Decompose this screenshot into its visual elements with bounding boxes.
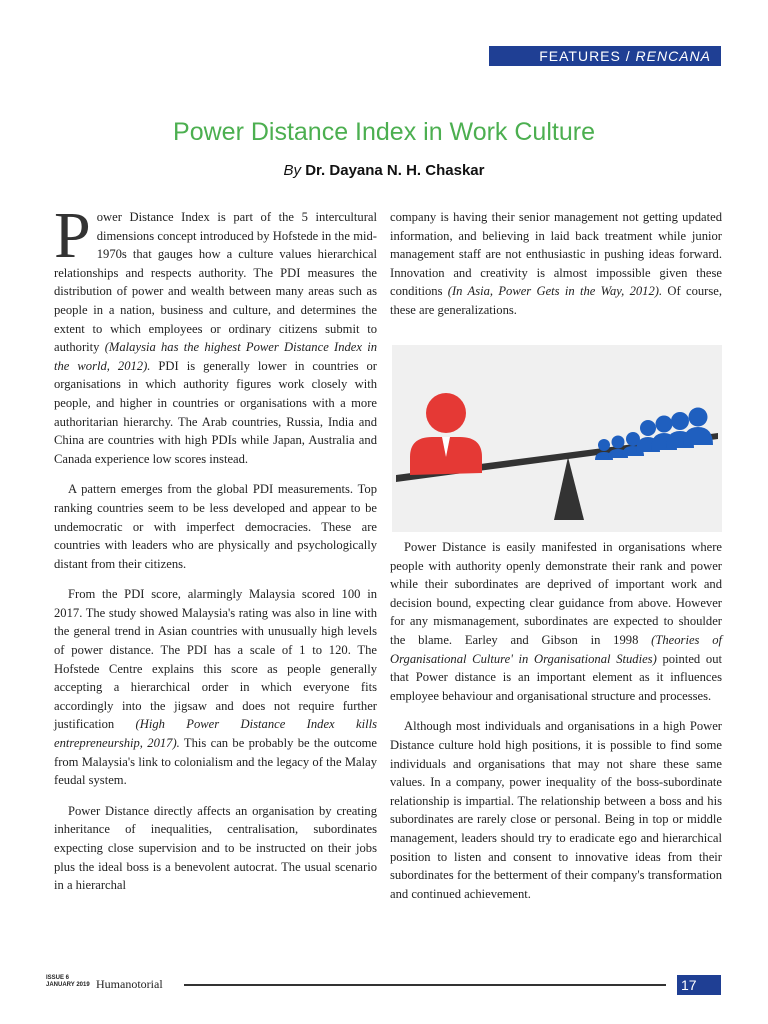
paragraph-1-text-end: PDI is generally lower in countries or organisations in which authority figures work closely with people, and higher in countries or organisations with a more authoritarian hierarchy. The Arab countries, Russia, India and China are countries with high PDIs while Japan, Australia and Canada experience low scores instead.: [54, 358, 377, 466]
paragraph-5-text: Power Distance is easily manifested in organisations where people with authority openly demonstrate their rank and power while their subordinates are deprived of important work and decision bound, expecting clear guidance from above. However for any mismanagement, subordinates are expected to shoulder the blame. Earley and Gibson in 1998: [390, 540, 722, 647]
paragraph-4-continued: [390, 208, 722, 320]
citation: (In Asia, Power Gets in the Way, 2012).: [447, 284, 663, 299]
citation: (Malaysia has the highest Power Distance Index in the world, 2012).: [54, 340, 377, 373]
article-column-right-bottom: [390, 538, 722, 915]
citation: (High Power Distance Index kills entrepreneurship, 2017).: [54, 717, 377, 751]
author-name: Dr. Dayana N. H. Chaskar: [305, 162, 485, 179]
paragraph-2: A pattern emerges from the global PDI measurements. Top ranking countries seem to be less developed and appear to be undemocratic or with imperfect democracies. These are countries with leaders who are physically and psychologically distant from their citizens.: [54, 482, 377, 571]
paragraph-3-text-end: This can be probably be the outcome from Malaysia's link to colonialism and the legacy of the Malay feudal system.: [54, 736, 377, 788]
seesaw-illustration: [392, 345, 722, 532]
paragraph-4: Power Distance directly affects an organisation by creating inheritance of inequalities, centralisation, subordinates expecting close supervision and to be instructed on their jobs plus the ideal boss is a benevolent autocrat. The usual scenario in a hierarchal: [54, 803, 377, 893]
section-tag: [489, 46, 721, 66]
paragraph-4-cont-text: company is having their senior management not getting updated information, and believing in laid back treatment while junior management staff are not enthusiastic in pushing ideas forward. Innovation and creativity is almost impossible given these conditions: [390, 210, 722, 299]
paragraph-3-text: From the PDI score, alarmingly Malaysia scored 100 in 2017. The study showed Malaysia's rating was also in line with the general trend in Asian countries with unusually high levels of power distance. The PDI has a scale of 1 to 120. The Hofstede Centre explains this score as people generally accepting a hierarchical order in which everyone fits accordingly into the jigsaw and does not require further justification: [54, 587, 377, 732]
paragraph-1-text: ower Distance Index is part of the 5 intercultural dimensions concept introduced by Hofstede in the mid-1970s that gauges how a culture values hierarchical relationships and respects authority. The PDI measures the distribution of power and wealth between many areas such as people in a nation, business and culture, and determines the extent to which employees or ordinary citizens submit to authority: [54, 210, 377, 355]
article-column-right-top: [390, 208, 722, 332]
byline: [0, 162, 768, 179]
paragraph-3: [54, 585, 377, 790]
article-column-left: [54, 199, 377, 907]
drop-cap: P: [54, 199, 91, 272]
issue-date: JANUARY 2019: [46, 982, 90, 988]
section-label: FEATURES: [539, 48, 621, 64]
issue-number: ISSUE 6: [46, 975, 70, 981]
footer-rule: [184, 984, 666, 986]
section-separator: /: [620, 48, 636, 64]
magazine-name: Humanotorial: [96, 977, 163, 991]
citation: (Theories of Organisational Culture' in Organisational Studies): [390, 632, 722, 666]
byline-by: By: [283, 162, 302, 179]
article-title: Power Distance Index in Work Culture: [173, 118, 595, 146]
paragraph-4-cont-text-end: Of course, these are generalizations.: [390, 284, 723, 317]
paragraph-5-text-end: pointed out that Power distance is an important element as it influences employee behaviour and organisational structure and processes.: [390, 651, 722, 703]
footer-issue: [46, 975, 90, 989]
section-label-malay: RENCANA: [635, 48, 711, 64]
paragraph-1: [54, 199, 377, 468]
paragraph-6: Although most individuals and organisations in a high Power Distance culture hold high positions, it is possible to find some individuals and organisations that may not share these same values. In a company, power inequality of the boss-subordinate relationship is impartial. The relationship between a boss and his subordinates are rarely close or personal. Being in top or middle management, leaders should try to eradicate ego and hierarchical position to listen and consent to innovative ideas from their subordinates for the betterment of their company's transformation and continued achievement.: [390, 719, 722, 901]
seesaw-boss-vs-team-icon: [392, 345, 722, 532]
paragraph-5: [390, 538, 722, 705]
page-number: 17: [677, 975, 721, 995]
